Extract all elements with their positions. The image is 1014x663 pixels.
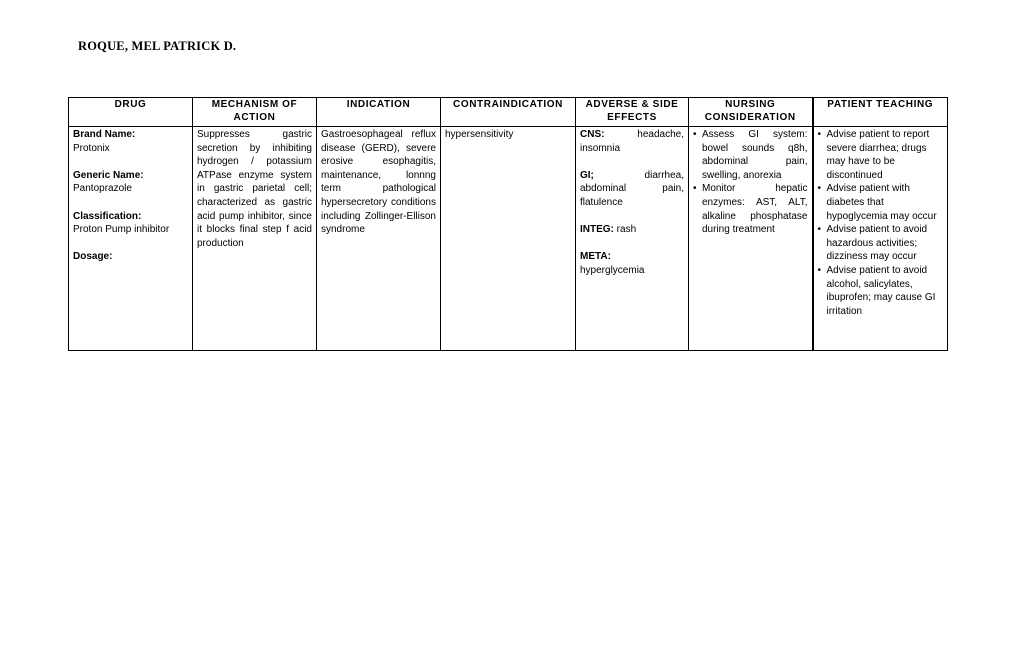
cns-value: headache, insomnia <box>580 129 684 154</box>
gi-label: GI; <box>580 169 594 181</box>
cns-label: CNS: <box>580 129 605 140</box>
brand-name-value: Protonix <box>73 142 110 154</box>
integ-value: rash <box>616 224 637 236</box>
gi-effects <box>580 169 684 210</box>
indication-cell: Gastroesophageal reflux disease (GERD), severe erosive esophagitis, maintenance, lonnng term pathological hypersecretory conditions including Zollinger-Ellison syndrome <box>317 127 441 351</box>
generic-name-label: Generic Name: <box>73 169 144 181</box>
mechanism-cell: Suppresses gastric secretion by inhibiting hydrogen / potassium ATPase enzyme system in gastric parietal cell; characterized as gastric acid pump inhibitor, since it blocks final step f acid production <box>193 127 317 351</box>
teaching-cell <box>813 127 948 351</box>
teaching-item: • Advise patient to avoid hazardous activities; dizziness may occur <box>818 223 944 264</box>
contraindication-cell: hypersensitivity <box>441 127 576 351</box>
meta-label: META: <box>580 251 611 263</box>
integ-effects <box>580 223 684 237</box>
drug-cell <box>69 127 193 351</box>
header-adverse: ADVERSE & SIDE EFFECTS <box>576 98 689 127</box>
header-nursing: NURSING CONSIDERATION <box>689 98 813 127</box>
classification-value: Proton Pump inhibitor <box>73 224 170 236</box>
nursing-cell <box>689 127 813 351</box>
cns-effects <box>580 128 684 155</box>
classification-label: Classification: <box>73 210 142 222</box>
adverse-cell <box>576 127 689 351</box>
header-drug: DRUG <box>69 98 193 127</box>
table-header-row <box>69 98 948 127</box>
header-indication: INDICATION <box>317 98 441 127</box>
author-name: ROQUE, MEL PATRICK D. <box>78 39 237 53</box>
nursing-item: • Assess GI system: bowel sounds q8h, abdominal pain, swelling, anorexia <box>693 128 808 182</box>
drug-study-table <box>68 97 948 351</box>
integ-label: INTEG: <box>580 224 614 236</box>
nursing-item: • Monitor hepatic enzymes: AST, ALT, alkaline phosphatase during treatment <box>693 182 808 236</box>
header-mechanism: MECHANISM OF ACTION <box>193 98 317 127</box>
header-contraindication: CONTRAINDICATION <box>441 98 576 127</box>
teaching-item: • Advise patient to report severe diarrhea; drugs may have to be discontinued <box>818 128 944 182</box>
gi-value: diarrhea, abdominal pain, flatulence <box>580 169 684 208</box>
teaching-item: • Advise patient to avoid alcohol, salicylates, ibuprofen; may cause GI irritation <box>818 264 944 318</box>
table-row <box>69 127 948 351</box>
generic-name-value: Pantoprazole <box>73 183 132 195</box>
header-teaching: PATIENT TEACHING <box>813 98 948 127</box>
teaching-item: • Advise patient with diabetes that hypoglycemia may occur <box>818 182 944 223</box>
brand-name-label: Brand Name: <box>73 129 136 140</box>
meta-value: hyperglycemia <box>580 264 645 276</box>
dosage-label: Dosage: <box>73 251 113 263</box>
